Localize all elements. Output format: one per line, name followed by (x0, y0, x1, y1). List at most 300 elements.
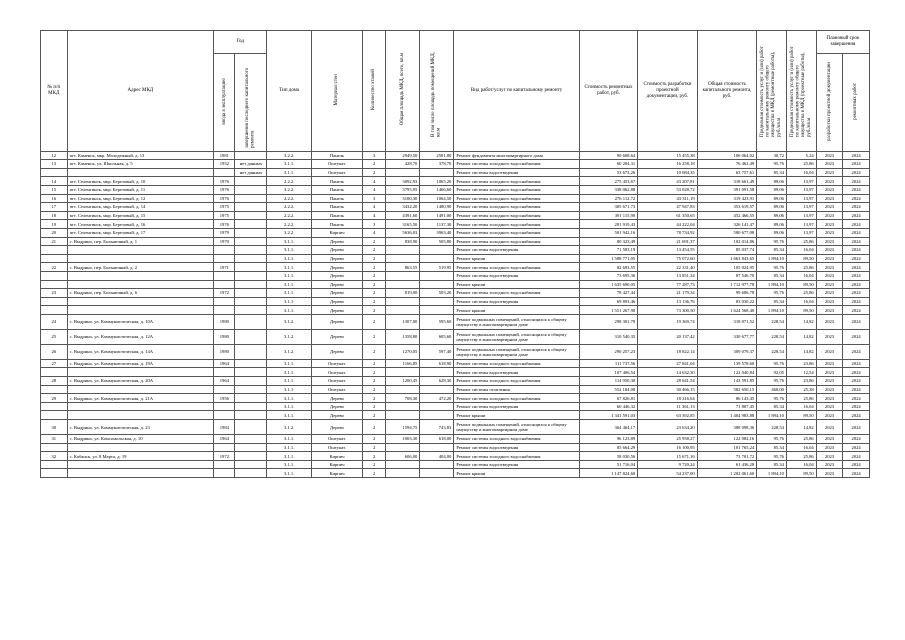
cell-number (41, 168, 68, 177)
cell-wall-material: Оштукат. (311, 359, 362, 368)
cell-work-type: Ремонт системы водоотведения (454, 443, 579, 452)
table-row (41, 160, 870, 169)
cell-term-design: 2023 (816, 469, 843, 478)
cell-floors: 2 (362, 443, 385, 452)
cell-floors: 2 (362, 160, 385, 169)
cell-wall-material: Оштукат. (311, 168, 362, 177)
cell-wall-material: Дерево (311, 329, 362, 344)
cell-total-area (386, 411, 420, 420)
header-repair-cost: Стоимость ремонтных работ, руб. (579, 31, 637, 152)
cell-design-cost: 22 331,40 (638, 263, 698, 272)
cell-design-cost: 13 454,55 (638, 246, 698, 255)
cell-floors: 2 (362, 460, 385, 469)
cell-design-cost: 9 720,24 (638, 460, 698, 469)
cell-term-design: 2023 (816, 377, 843, 386)
cell-term-design: 2023 (816, 220, 843, 229)
cell-term-design: 2023 (816, 297, 843, 306)
header-floors: Количество этажей (362, 31, 385, 152)
cell-repair-cost: 275 453,67 (579, 177, 637, 186)
cell-limit-design: 13,97 (786, 228, 816, 237)
cell-limit-work: 95,76 (757, 237, 787, 246)
header-total-area: Общая площадь МКД, всего, кв.м (386, 31, 420, 152)
cell-design-cost: 47 947,83 (638, 203, 698, 212)
cell-address: пгт. Селенгинск, мкр. Березовый, д. 11 (67, 185, 214, 194)
cell-term-design: 2023 (816, 452, 843, 461)
cell-design-cost: 21 179,34 (638, 289, 698, 298)
cell-year-overhaul (235, 377, 267, 386)
cell-total-area (386, 469, 420, 478)
cell-total-area: 819,00 (386, 289, 420, 298)
cell-house-type: 3.1.1. (267, 359, 312, 368)
cell-limit-design: 16,04 (786, 460, 816, 469)
cell-term-design: 2023 (816, 160, 843, 169)
cell-year-commission: 1980 (214, 314, 235, 329)
cell-house-type: 2.2.2. (267, 177, 312, 186)
cell-repair-cost: 338 062,88 (579, 185, 637, 194)
table-row (41, 344, 870, 359)
cell-year-overhaul (235, 254, 267, 263)
cell-house-type: 3.1.2. (267, 314, 312, 329)
cell-floors: 3 (362, 194, 385, 203)
cell-limit-work: 95,76 (757, 160, 787, 169)
cell-work-type: Ремонт фундамента многоквартирного дома (454, 151, 579, 160)
cell-work-type: Ремонт системы холодного водоснабжения (454, 160, 579, 169)
table-body (41, 151, 870, 477)
cell-term-design: 2023 (816, 435, 843, 444)
cell-total-cost: 318 661,49 (697, 177, 757, 186)
cell-house-type: 3.1.2. (267, 344, 312, 359)
cell-floors: 2 (362, 329, 385, 344)
cell-repair-cost: 67 826,81 (579, 394, 637, 403)
table-row (41, 411, 870, 420)
cell-year-overhaul: нет данных (235, 168, 267, 177)
cell-number (41, 246, 68, 255)
cell-total-cost: 353 619,57 (697, 203, 757, 212)
cell-wall-material: Кирпич (311, 460, 362, 469)
cell-design-cost: 23 634,20 (638, 420, 698, 435)
cell-limit-work: 1 894,10 (757, 469, 787, 478)
cell-term-design: 2023 (816, 344, 843, 359)
cell-term-repair: 2024 (843, 246, 870, 255)
cell-year-overhaul: нет данных (235, 160, 267, 169)
cell-house-type: 3.2.2. (267, 151, 312, 160)
cell-house-type: 3.1.1. (267, 289, 312, 298)
cell-limit-work: 1 894,10 (757, 254, 787, 263)
cell-floors: 4 (362, 203, 385, 212)
cell-address: с. Выдрино, ул. Коммунистическая, д. 14А (67, 344, 214, 359)
cell-total-cost: 83 030,22 (697, 297, 757, 306)
cell-term-design: 2023 (816, 385, 843, 394)
cell-work-type: Ремонт системы водоотведения (454, 271, 579, 280)
cell-limit-work: 95,76 (757, 452, 787, 461)
header-total-cost: Общая стоимость капитального ремонта, руб. (697, 31, 757, 152)
cell-house-type: 2.2.2. (267, 203, 312, 212)
cell-premises-area (420, 411, 454, 420)
cell-floors: 2 (362, 469, 385, 478)
cell-repair-cost: 276 112,72 (579, 194, 637, 203)
cell-work-type: Ремонт подвальных помещений, относящихся к общему имуществу в многоквартирном доме (454, 329, 579, 344)
cell-limit-design: 25,86 (786, 452, 816, 461)
cell-wall-material: Дерево (311, 394, 362, 403)
cell-work-type: Ремонт крыши (454, 411, 579, 420)
cell-house-type: 2.2.2. (267, 220, 312, 229)
cell-total-cost: 143 591,85 (697, 377, 757, 386)
cell-limit-design: 14,82 (786, 420, 816, 435)
cell-wall-material: Дерево (311, 420, 362, 435)
cell-house-type: 3.1.1. (267, 368, 312, 377)
cell-work-type: Ремонт системы холодного водоснабжения (454, 211, 579, 220)
cell-premises-area: 404,00 (420, 452, 454, 461)
cell-total-area (386, 254, 420, 263)
cell-premises-area: 505,80 (420, 237, 454, 246)
cell-total-area: 863,55 (386, 263, 420, 272)
cell-premises-area: 1137,30 (420, 220, 454, 229)
cell-term-repair: 2024 (843, 177, 870, 186)
header-work-type: Вид работ/услуг по капитальному ремонту (454, 31, 579, 152)
cell-total-cost: 309 079,37 (697, 344, 757, 359)
cell-repair-cost: 78 427,44 (579, 289, 637, 298)
cell-premises-area (420, 385, 454, 394)
cell-address (67, 271, 214, 280)
cell-year-commission: 1976 (214, 220, 235, 229)
cell-year-commission: 1956 (214, 394, 235, 403)
cell-address (67, 402, 214, 411)
cell-house-type: 2.2.2. (267, 211, 312, 220)
cell-house-type: 3.1.1. (267, 411, 312, 420)
cell-limit-work: 95,76 (757, 263, 787, 272)
cell-year-commission: 1952 (214, 160, 235, 169)
cell-limit-work: 95,76 (757, 377, 787, 386)
cell-design-cost: 53 028,72 (638, 185, 698, 194)
cell-year-commission: 1984 (214, 420, 235, 435)
cell-design-cost: 11 361,13 (638, 402, 698, 411)
cell-term-design: 2023 (816, 185, 843, 194)
table-row (41, 420, 870, 435)
cell-year-commission (214, 271, 235, 280)
cell-total-cost: 105 024,95 (697, 263, 757, 272)
cell-term-design: 2023 (816, 271, 843, 280)
cell-total-area: 3092,93 (386, 177, 420, 186)
cell-term-repair: 2024 (843, 203, 870, 212)
cell-number (41, 460, 68, 469)
cell-wall-material: Дерево (311, 402, 362, 411)
table-row (41, 385, 870, 394)
cell-repair-cost: 1 147 824,60 (579, 469, 637, 478)
cell-year-overhaul (235, 385, 267, 394)
cell-work-type: Ремонт крыши (454, 280, 579, 289)
cell-limit-work: 89,06 (757, 228, 787, 237)
cell-floors: 2 (362, 314, 385, 329)
cell-term-repair: 2024 (843, 168, 870, 177)
cell-number: 31 (41, 435, 68, 444)
cell-house-type: 3.1.1. (267, 385, 312, 394)
cell-work-type: Ремонт системы холодного водоснабжения (454, 263, 579, 272)
cell-limit-design: 25,86 (786, 394, 816, 403)
table-row (41, 203, 870, 212)
cell-limit-design: 13,97 (786, 203, 816, 212)
table-row (41, 306, 870, 315)
cell-repair-cost: 310 540,35 (579, 329, 637, 344)
table-row (41, 460, 870, 469)
cell-year-commission (214, 402, 235, 411)
document-page (40, 30, 870, 478)
cell-repair-cost: 290 257,23 (579, 344, 637, 359)
cell-year-commission (214, 280, 235, 289)
cell-term-design: 2023 (816, 194, 843, 203)
cell-total-cost: 76 462,49 (697, 160, 757, 169)
cell-limit-design: 25,86 (786, 289, 816, 298)
cell-term-design: 2023 (816, 420, 843, 435)
header-year-commission: ввода в эксплуатацию (214, 54, 235, 152)
cell-wall-material: Панель (311, 194, 362, 203)
header-year-group: Год (214, 31, 267, 54)
cell-limit-design: 23,86 (786, 377, 816, 386)
header-limit-design: Предельная стоимость услуг и (или) работ по капитальному ремонту общего имущества в МКД (проектные работы), руб./кв.м (786, 31, 816, 152)
table-row (41, 359, 870, 368)
cell-year-overhaul (235, 263, 267, 272)
cell-total-cost: 1 404 983,88 (697, 411, 757, 420)
cell-year-commission: 1980 (214, 329, 235, 344)
cell-year-overhaul (235, 220, 267, 229)
cell-wall-material: Панель (311, 177, 362, 186)
cell-floors: 2 (362, 263, 385, 272)
cell-total-area: 1270,05 (386, 344, 420, 359)
cell-repair-cost: 90 608,64 (579, 151, 637, 160)
header-premises-area: В том числе площадь помещений МКД, кв.м (420, 31, 454, 152)
cell-floors: 2 (362, 435, 385, 444)
cell-address: с. Выдрино, ул. Коммунистическая, д. 12А (67, 329, 214, 344)
cell-design-cost: 15 455,38 (638, 151, 698, 160)
cell-wall-material: Дерево (311, 297, 362, 306)
cell-premises-area (420, 254, 454, 263)
cell-year-overhaul (235, 443, 267, 452)
cell-address (67, 280, 214, 289)
cell-number: 20 (41, 228, 68, 237)
cell-total-area (386, 385, 420, 394)
cell-number: 12 (41, 151, 68, 160)
table-row (41, 177, 870, 186)
cell-wall-material: Панель (311, 203, 362, 212)
cell-limit-work: 89,06 (757, 220, 787, 229)
cell-total-area (386, 168, 420, 177)
cell-wall-material: Дерево (311, 280, 362, 289)
header-term-design: разработки проектной документации (816, 54, 843, 152)
cell-design-cost: 63 392,85 (638, 411, 698, 420)
cell-limit-work: 92,05 (757, 368, 787, 377)
cell-premises-area (420, 469, 454, 478)
cell-year-commission (214, 306, 235, 315)
cell-total-area: 1358,80 (386, 329, 420, 344)
cell-floors: 2 (362, 306, 385, 315)
cell-address (67, 168, 214, 177)
header-term-group: Плановый срок завершения (816, 31, 869, 54)
cell-limit-design: 12,54 (786, 368, 816, 377)
cell-year-overhaul (235, 329, 267, 344)
cell-house-type: 3.1.1. (267, 280, 312, 289)
cell-limit-design: 13,97 (786, 220, 816, 229)
cell-term-repair: 2024 (843, 377, 870, 386)
cell-floors: 2 (362, 254, 385, 263)
table-row (41, 168, 870, 177)
table-row (41, 271, 870, 280)
cell-address: с. Выдрино, пер. Больничный, д. 6 (67, 289, 214, 298)
table-row (41, 246, 870, 255)
cell-address: пгт. Каменск, ул. Школьная, д. 5 (67, 160, 214, 169)
cell-address: с. Выдрино, ул. Коммунистическая, д. 20А (67, 377, 214, 386)
cell-year-commission (214, 297, 235, 306)
cell-total-cost: 61 436,28 (697, 460, 757, 469)
cell-floors: 2 (362, 246, 385, 255)
cell-term-repair: 2024 (843, 280, 870, 289)
cell-term-repair: 2024 (843, 385, 870, 394)
cell-wall-material: Дерево (311, 271, 362, 280)
cell-premises-area (420, 297, 454, 306)
cell-limit-work: 89,06 (757, 203, 787, 212)
cell-total-area: 1594,75 (386, 420, 420, 435)
cell-repair-cost: 53 673,26 (579, 168, 637, 177)
cell-work-type: Ремонт системы водоотведения (454, 168, 579, 177)
cell-number: 17 (41, 203, 68, 212)
cell-repair-cost: 60 204,31 (579, 160, 637, 169)
header-limit-work: Предельная стоимость услуг и (или) работ по капитальному ремонту общего имущества в МКД (ремонтные работы), руб./кв.м (757, 31, 787, 152)
cell-repair-cost: 501 942,16 (579, 228, 637, 237)
cell-year-overhaul (235, 394, 267, 403)
cell-limit-design: 16,04 (786, 246, 816, 255)
cell-premises-area: 2581,80 (420, 151, 454, 160)
cell-address (67, 411, 214, 420)
cell-number: 24 (41, 314, 68, 329)
cell-term-design: 2023 (816, 203, 843, 212)
cell-work-type: Ремонт системы холодного водоснабжения (454, 359, 579, 368)
cell-number: 28 (41, 377, 68, 386)
cell-limit-design: 89,50 (786, 411, 816, 420)
cell-year-commission: 1980 (214, 344, 235, 359)
cell-floors: 2 (362, 402, 385, 411)
cell-floors: 3 (362, 151, 385, 160)
cell-limit-work: 89,06 (757, 194, 787, 203)
cell-house-type: 3.1.1. (267, 160, 312, 169)
cell-limit-work: 228,54 (757, 344, 787, 359)
cell-limit-work: 95,76 (757, 359, 787, 368)
cell-premises-area (420, 280, 454, 289)
cell-limit-design: 14,82 (786, 344, 816, 359)
cell-term-repair: 2024 (843, 160, 870, 169)
cell-term-repair: 2024 (843, 368, 870, 377)
cell-design-cost: 77 287,73 (638, 280, 698, 289)
cell-limit-work: 89,06 (757, 211, 787, 220)
cell-limit-work: 1 894,10 (757, 280, 787, 289)
cell-limit-design: 14,82 (786, 329, 816, 344)
cell-limit-design: 13,97 (786, 177, 816, 186)
cell-total-area: 838,90 (386, 237, 420, 246)
cell-term-design: 2023 (816, 443, 843, 452)
cell-total-area: 3165,50 (386, 220, 420, 229)
cell-house-type: 3.2.2. (267, 228, 312, 237)
cell-year-commission: 1970 (214, 237, 235, 246)
cell-year-commission (214, 246, 235, 255)
cell-number: 30 (41, 420, 68, 435)
cell-address (67, 460, 214, 469)
cell-address: пгт. Селенгинск, мкр. Березовый, д. 14 (67, 203, 214, 212)
cell-premises-area: 605,60 (420, 329, 454, 344)
cell-premises-area: 618,00 (420, 435, 454, 444)
cell-limit-work: 95,76 (757, 394, 787, 403)
cell-address (67, 297, 214, 306)
cell-house-type: 3.1.1. (267, 306, 312, 315)
cell-floors: 2 (362, 452, 385, 461)
cell-year-commission: 1976 (214, 194, 235, 203)
cell-wall-material: Дерево (311, 263, 362, 272)
cell-term-design: 2023 (816, 263, 843, 272)
cell-number: 32 (41, 452, 68, 461)
cell-wall-material: Дерево (311, 411, 362, 420)
cell-premises-area: 743,83 (420, 420, 454, 435)
cell-term-repair: 2024 (843, 289, 870, 298)
cell-design-cost: 14 632,30 (638, 368, 698, 377)
cell-total-cost: 139 578,60 (697, 359, 757, 368)
cell-floors: 2 (362, 280, 385, 289)
cell-total-cost: 122 082,16 (697, 435, 757, 444)
cell-total-area: 1166,85 (386, 359, 420, 368)
cell-work-type: Ремонт системы водоотведения (454, 297, 579, 306)
cell-year-commission: 1976 (214, 177, 235, 186)
cell-work-type: Ремонт крыши (454, 469, 579, 478)
cell-address: с. Выдрино, ул. Коммунистическая, д. 19А (67, 359, 214, 368)
cell-house-type: 3.1.1. (267, 168, 312, 177)
cell-address: пгт. Селенгинск, мкр. Березовый, д. 12 (67, 194, 214, 203)
cell-year-overhaul (235, 314, 267, 329)
cell-year-overhaul (235, 306, 267, 315)
cell-limit-work: 85,34 (757, 402, 787, 411)
cell-design-cost: 25 958,27 (638, 435, 698, 444)
cell-term-repair: 2024 (843, 443, 870, 452)
cell-design-cost: 21 691,37 (638, 237, 698, 246)
cell-year-commission (214, 411, 235, 420)
cell-total-cost: 326 141,47 (697, 220, 757, 229)
cell-limit-work: 85,34 (757, 460, 787, 469)
cell-premises-area: 595,60 (420, 314, 454, 329)
cell-wall-material: Кирпич (311, 452, 362, 461)
cell-year-commission (214, 443, 235, 452)
cell-year-overhaul (235, 185, 267, 194)
table-row (41, 220, 870, 229)
header-year-overhaul: завершения последнего капитального ремонта (235, 54, 267, 152)
cell-premises-area: 3963,40 (420, 228, 454, 237)
cell-house-type: 3.1.1. (267, 469, 312, 478)
cell-premises-area: 1480,90 (420, 203, 454, 212)
cell-wall-material: Панель (311, 220, 362, 229)
cell-term-design: 2023 (816, 314, 843, 329)
cell-limit-work: 228,54 (757, 420, 787, 435)
cell-design-cost: 43 311,19 (638, 194, 698, 203)
cell-design-cost: 18 316,64 (638, 394, 698, 403)
cell-design-cost: 27 841,04 (638, 359, 698, 368)
cell-address (67, 385, 214, 394)
cell-limit-design: 25,86 (786, 237, 816, 246)
cell-number: 23 (41, 289, 68, 298)
cell-total-cost: 330 677,77 (697, 329, 757, 344)
cell-term-repair: 2024 (843, 452, 870, 461)
table-row (41, 469, 870, 478)
cell-work-type: Ремонт системы холодного водоснабжения (454, 452, 579, 461)
cell-house-type: 3.1.1. (267, 377, 312, 386)
cell-design-cost: 10 084,35 (638, 168, 698, 177)
cell-design-cost: 20 137,42 (638, 329, 698, 344)
cell-work-type: Ремонт системы водоотведения (454, 460, 579, 469)
cell-year-commission (214, 168, 235, 177)
cell-total-area (386, 460, 420, 469)
cell-term-design: 2023 (816, 151, 843, 160)
